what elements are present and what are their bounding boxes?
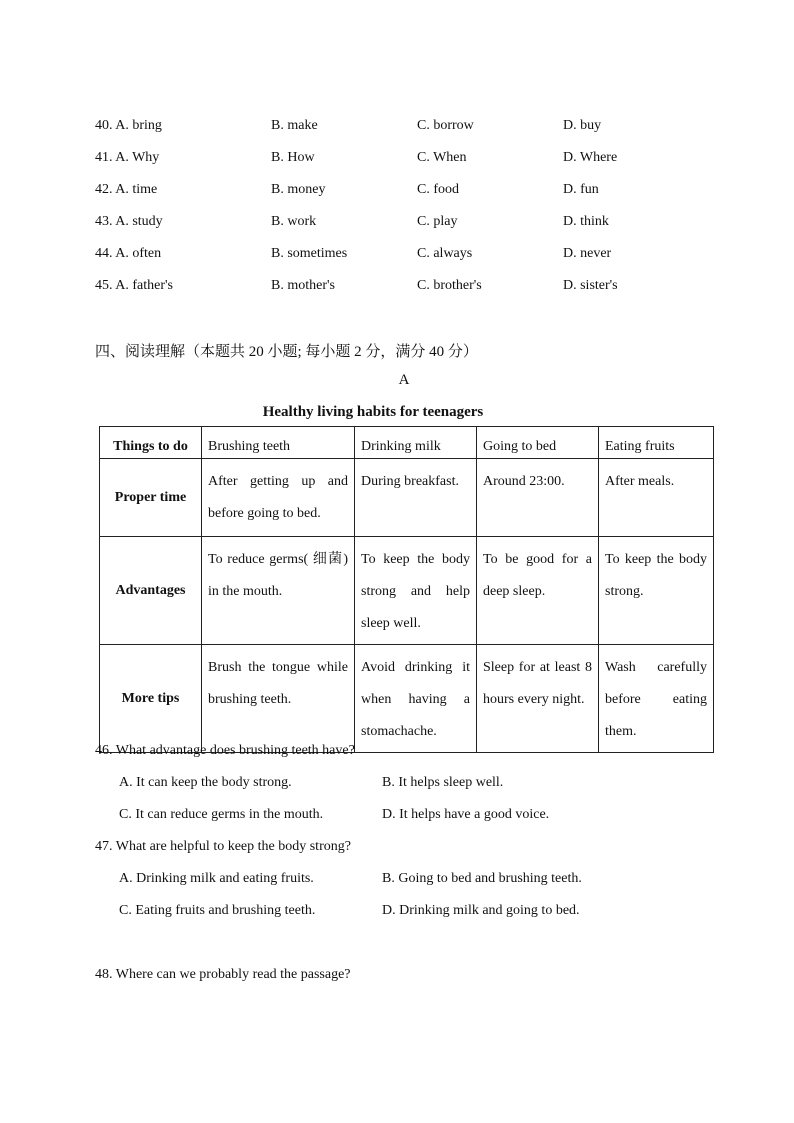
table-cell: Avoid drinking it when having a stomachache. bbox=[355, 645, 477, 753]
question-45-a bbox=[95, 278, 173, 294]
option-d: D. think bbox=[563, 214, 609, 229]
answer-option-a: A. It can keep the body strong. bbox=[119, 775, 292, 790]
question-44-a bbox=[95, 246, 161, 262]
table-header-cell: Things to do bbox=[100, 427, 202, 459]
question-number: 48. bbox=[95, 967, 113, 982]
option-d: D. fun bbox=[563, 182, 599, 197]
section-heading: 四、阅读理解（本题共 20 小题; 每小题 2 分，满分 40 分） bbox=[95, 344, 478, 360]
option-b: B. How bbox=[271, 150, 315, 165]
question-number: 43. bbox=[95, 214, 113, 229]
question-number: 42. bbox=[95, 182, 113, 197]
option-b: B. sometimes bbox=[271, 246, 348, 261]
option-a: A. father's bbox=[115, 278, 173, 293]
option-c: C. When bbox=[417, 150, 467, 165]
question-41-a bbox=[95, 150, 159, 166]
question-text: What advantage does brushing teeth have? bbox=[115, 743, 355, 758]
table-row bbox=[100, 645, 714, 753]
table-header-cell: Drinking milk bbox=[355, 427, 477, 459]
table-header-cell: Eating fruits bbox=[599, 427, 714, 459]
table-row bbox=[100, 459, 714, 537]
table-cell: After meals. bbox=[599, 459, 714, 537]
table-cell: After getting up and before going to bed. bbox=[202, 459, 355, 537]
question-number: 40. bbox=[95, 118, 113, 133]
option-d: D. sister's bbox=[563, 278, 618, 293]
table-cell: Brush the tongue while brushing teeth. bbox=[202, 645, 355, 753]
question-46 bbox=[95, 743, 355, 759]
question-number: 47. bbox=[95, 839, 113, 854]
table-cell: To reduce germs( 细菌) in the mouth. bbox=[202, 537, 355, 645]
table-row bbox=[100, 537, 714, 645]
question-43-a bbox=[95, 214, 163, 230]
option-c: C. always bbox=[417, 246, 473, 261]
option-c: C. brother's bbox=[417, 278, 482, 293]
option-d: D. buy bbox=[563, 118, 602, 133]
question-text: What are helpful to keep the body strong? bbox=[115, 839, 351, 854]
table-title: Healthy living habits for teenagers bbox=[262, 404, 484, 420]
table-cell: To be good for a deep sleep. bbox=[477, 537, 599, 645]
answer-option-d: D. It helps have a good voice. bbox=[382, 807, 550, 822]
habits-table bbox=[99, 426, 714, 753]
option-b: B. mother's bbox=[271, 278, 335, 293]
option-a: A. often bbox=[115, 246, 162, 261]
option-c: C. borrow bbox=[417, 118, 474, 133]
option-a: A. time bbox=[115, 182, 158, 197]
question-48 bbox=[95, 967, 351, 983]
table-cell: Wash carefully before eating them. bbox=[599, 645, 714, 753]
answer-option-c: C. It can reduce germs in the mouth. bbox=[119, 807, 324, 822]
passage-label: A bbox=[398, 372, 410, 388]
table-cell: Around 23:00. bbox=[477, 459, 599, 537]
question-47 bbox=[95, 839, 351, 855]
answer-option-c: C. Eating fruits and brushing teeth. bbox=[119, 903, 316, 918]
answer-option-b: B. It helps sleep well. bbox=[382, 775, 504, 790]
table-cell: During breakfast. bbox=[355, 459, 477, 537]
option-d: D. Where bbox=[563, 150, 618, 165]
option-c: C. food bbox=[417, 182, 459, 197]
option-a: A. study bbox=[115, 214, 163, 229]
option-a: A. bring bbox=[115, 118, 162, 133]
question-40-a bbox=[95, 118, 162, 134]
row-label: Advantages bbox=[100, 537, 202, 645]
question-number: 45. bbox=[95, 278, 113, 293]
answer-option-b: B. Going to bed and brushing teeth. bbox=[382, 871, 582, 886]
question-text: Where can we probably read the passage? bbox=[115, 967, 351, 982]
table-header-cell: Going to bed bbox=[477, 427, 599, 459]
option-b: B. work bbox=[271, 214, 317, 229]
answer-option-a: A. Drinking milk and eating fruits. bbox=[119, 871, 314, 886]
table-cell: Sleep for at least 8 hours every night. bbox=[477, 645, 599, 753]
question-number: 44. bbox=[95, 246, 113, 261]
row-label: Proper time bbox=[100, 459, 202, 537]
question-number: 41. bbox=[95, 150, 113, 165]
option-b: B. make bbox=[271, 118, 318, 133]
option-d: D. never bbox=[563, 246, 612, 261]
question-42-a bbox=[95, 182, 157, 198]
table-cell: To keep the body strong and help sleep well. bbox=[355, 537, 477, 645]
question-number: 46. bbox=[95, 743, 113, 758]
row-label: More tips bbox=[100, 645, 202, 753]
table-header-cell: Brushing teeth bbox=[202, 427, 355, 459]
option-c: C. play bbox=[417, 214, 458, 229]
table-header-row bbox=[100, 427, 714, 459]
table-cell: To keep the body strong. bbox=[599, 537, 714, 645]
option-b: B. money bbox=[271, 182, 326, 197]
answer-option-d: D. Drinking milk and going to bed. bbox=[382, 903, 580, 918]
option-a: A. Why bbox=[115, 150, 160, 165]
